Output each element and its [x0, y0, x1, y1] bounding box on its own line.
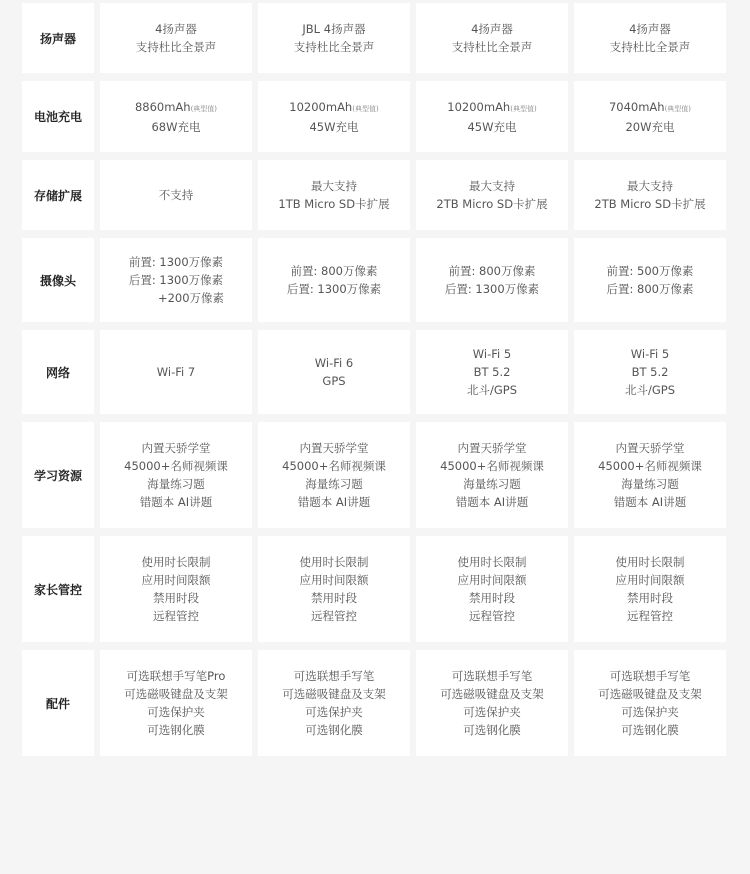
spec-text: 支持杜比全景声 — [135, 40, 217, 54]
battery-capacity-line — [289, 98, 378, 118]
row-label-storage: 存储扩展 — [22, 160, 94, 230]
spec-text: 可选磁吸键盘及支架 — [440, 687, 544, 701]
spec-text: 禁用时段 — [311, 591, 357, 605]
spec-text: 错题本 AI讲题 — [139, 495, 213, 509]
study-value-model-1 — [100, 422, 252, 528]
spec-text: Wi-Fi 5 — [472, 347, 512, 361]
spec-text: GPS — [322, 374, 346, 388]
spec-text: 海量练习题 — [305, 477, 363, 491]
spec-text: BT 5.2 — [473, 365, 511, 379]
spec-text: 内置天骄学堂 — [141, 441, 211, 455]
spec-row-parental-control — [22, 536, 728, 642]
battery-value-model-4 — [574, 81, 726, 152]
spec-text: 远程管控 — [469, 609, 515, 623]
spec-text: 内置天骄学堂 — [457, 441, 527, 455]
spec-text: 远程管控 — [153, 609, 199, 623]
spec-text: 海量练习题 — [147, 477, 205, 491]
spec-text: 可选钢化膜 — [463, 723, 521, 737]
row-label-speaker: 扬声器 — [22, 3, 94, 73]
spec-comparison-table — [22, 0, 728, 764]
spec-text: 可选钢化膜 — [147, 723, 205, 737]
spec-text: 可选联想手写笔 — [609, 669, 691, 683]
spec-row-speaker — [22, 3, 728, 73]
spec-text: 可选保护夹 — [147, 705, 205, 719]
spec-text: 不支持 — [158, 188, 194, 202]
battery-value-model-2 — [258, 81, 410, 152]
spec-text: 1TB Micro SD卡扩展 — [278, 197, 390, 211]
spec-text: 可选保护夹 — [621, 705, 679, 719]
battery-capacity-line — [135, 98, 217, 118]
spec-text: 可选联想手写笔 — [293, 669, 375, 683]
camera-value-model-1 — [100, 238, 252, 322]
network-value-model-1 — [100, 330, 252, 414]
battery-capacity-line — [609, 98, 691, 118]
storage-value-model-3 — [416, 160, 568, 230]
spec-text: 禁用时段 — [469, 591, 515, 605]
camera-value-model-4 — [574, 238, 726, 322]
spec-text: 应用时间限额 — [457, 573, 527, 587]
battery-value-model-3 — [416, 81, 568, 152]
parental-value-model-2 — [258, 536, 410, 642]
study-value-model-4 — [574, 422, 726, 528]
typical-value-note: (典型值) — [664, 104, 692, 113]
spec-text: 错题本 AI讲题 — [297, 495, 371, 509]
row-label-camera: 摄像头 — [22, 238, 94, 322]
spec-text: 可选联想手写笔Pro — [126, 669, 226, 683]
spec-text: 北斗/GPS — [466, 383, 518, 397]
network-value-model-3 — [416, 330, 568, 414]
spec-text: 支持杜比全景声 — [293, 40, 375, 54]
typical-value-note: (典型值) — [352, 104, 379, 113]
spec-text: 前置: 800万像素 — [448, 264, 536, 278]
parental-value-model-4 — [574, 536, 726, 642]
parental-value-model-1 — [100, 536, 252, 642]
spec-text: 4扬声器 — [629, 22, 671, 36]
spec-row-camera — [22, 238, 728, 322]
typical-value-note: (典型值) — [190, 104, 218, 113]
spec-text: 2TB Micro SD卡扩展 — [594, 197, 706, 211]
spec-text: 可选联想手写笔 — [451, 669, 533, 683]
battery-capacity: 10200mAh — [289, 99, 353, 114]
network-value-model-2 — [258, 330, 410, 414]
spec-row-accessories — [22, 650, 728, 756]
spec-text: 2TB Micro SD卡扩展 — [436, 197, 548, 211]
battery-capacity: 10200mAh — [447, 99, 511, 114]
spec-text: 内置天骄学堂 — [615, 441, 685, 455]
storage-value-model-1 — [100, 160, 252, 230]
spec-text: +200万像素 — [157, 291, 225, 305]
spec-text: Wi-Fi 5 — [630, 347, 670, 361]
spec-text: 使用时长限制 — [615, 555, 685, 569]
spec-text: 使用时长限制 — [299, 555, 369, 569]
spec-text: 可选钢化膜 — [621, 723, 679, 737]
accessory-value-model-2 — [258, 650, 410, 756]
study-value-model-2 — [258, 422, 410, 528]
charging-power: 68W充电 — [151, 119, 201, 134]
typical-value-note: (典型值) — [510, 104, 537, 113]
spec-text: 最大支持 — [627, 179, 673, 193]
spec-row-storage — [22, 160, 728, 230]
spec-text: 最大支持 — [469, 179, 515, 193]
spec-text: 后置: 1300万像素 — [444, 282, 540, 296]
spec-text: 内置天骄学堂 — [299, 441, 369, 455]
study-value-model-3 — [416, 422, 568, 528]
spec-text: 可选磁吸键盘及支架 — [282, 687, 386, 701]
spec-text: 错题本 AI讲题 — [613, 495, 687, 509]
network-value-model-4 — [574, 330, 726, 414]
speaker-value-model-2 — [258, 3, 410, 73]
speaker-value-model-1 — [100, 3, 252, 73]
spec-text: 前置: 800万像素 — [290, 264, 378, 278]
spec-text: 应用时间限额 — [615, 573, 685, 587]
spec-text: 后置: 800万像素 — [606, 282, 694, 296]
spec-text: 可选钢化膜 — [305, 723, 363, 737]
parental-value-model-3 — [416, 536, 568, 642]
spec-text: Wi-Fi 7 — [156, 365, 196, 379]
spec-text: 前置: 500万像素 — [606, 264, 694, 278]
spec-text: 支持杜比全景声 — [451, 40, 533, 54]
spec-text: 可选磁吸键盘及支架 — [598, 687, 702, 701]
spec-text: 禁用时段 — [627, 591, 673, 605]
battery-value-model-1 — [100, 81, 252, 152]
accessory-value-model-4 — [574, 650, 726, 756]
battery-capacity: 8860mAh — [134, 99, 191, 114]
accessory-value-model-3 — [416, 650, 568, 756]
spec-row-study-resources — [22, 422, 728, 528]
spec-text: 应用时间限额 — [141, 573, 211, 587]
spec-text: 禁用时段 — [153, 591, 199, 605]
spec-text: 可选保护夹 — [463, 705, 521, 719]
spec-text: 4扬声器 — [471, 22, 513, 36]
row-label-battery: 电池充电 — [22, 81, 94, 152]
spec-text: 北斗/GPS — [624, 383, 676, 397]
camera-value-model-2 — [258, 238, 410, 322]
charging-power: 20W充电 — [625, 119, 675, 134]
spec-text: 45000+名师视频课 — [124, 459, 228, 473]
spec-text: 海量练习题 — [463, 477, 521, 491]
spec-text: 远程管控 — [311, 609, 357, 623]
spec-text: 最大支持 — [311, 179, 357, 193]
spec-text: 可选磁吸键盘及支架 — [124, 687, 228, 701]
accessory-value-model-1 — [100, 650, 252, 756]
spec-text: 应用时间限额 — [299, 573, 369, 587]
spec-text: 45000+名师视频课 — [598, 459, 702, 473]
speaker-value-model-3 — [416, 3, 568, 73]
spec-text: 45000+名师视频课 — [282, 459, 386, 473]
speaker-value-model-4 — [574, 3, 726, 73]
battery-capacity-line — [447, 98, 536, 118]
spec-row-battery — [22, 81, 728, 152]
spec-text: 远程管控 — [627, 609, 673, 623]
spec-text: 使用时长限制 — [457, 555, 527, 569]
spec-text: 使用时长限制 — [141, 555, 211, 569]
row-label-study-resources: 学习资源 — [22, 422, 94, 528]
spec-text: 可选保护夹 — [305, 705, 363, 719]
battery-capacity: 7040mAh — [608, 99, 665, 114]
charging-power: 45W充电 — [309, 119, 359, 134]
spec-text: Wi-Fi 6 — [314, 356, 354, 370]
spec-row-network — [22, 330, 728, 414]
row-label-parental-control: 家长管控 — [22, 536, 94, 642]
storage-value-model-2 — [258, 160, 410, 230]
spec-text: 支持杜比全景声 — [609, 40, 691, 54]
storage-value-model-4 — [574, 160, 726, 230]
spec-text: JBL 4扬声器 — [302, 22, 366, 36]
spec-text: 45000+名师视频课 — [440, 459, 544, 473]
charging-power: 45W充电 — [467, 119, 517, 134]
spec-text: 错题本 AI讲题 — [455, 495, 529, 509]
row-label-accessories: 配件 — [22, 650, 94, 756]
camera-value-model-3 — [416, 238, 568, 322]
spec-text: 后置: 1300万像素 — [286, 282, 382, 296]
spec-text: 前置: 1300万像素 — [128, 255, 224, 269]
spec-text: 海量练习题 — [621, 477, 679, 491]
spec-text: BT 5.2 — [631, 365, 669, 379]
spec-text: 4扬声器 — [155, 22, 197, 36]
spec-text: 后置: 1300万像素 — [128, 273, 224, 287]
row-label-network: 网络 — [22, 330, 94, 414]
